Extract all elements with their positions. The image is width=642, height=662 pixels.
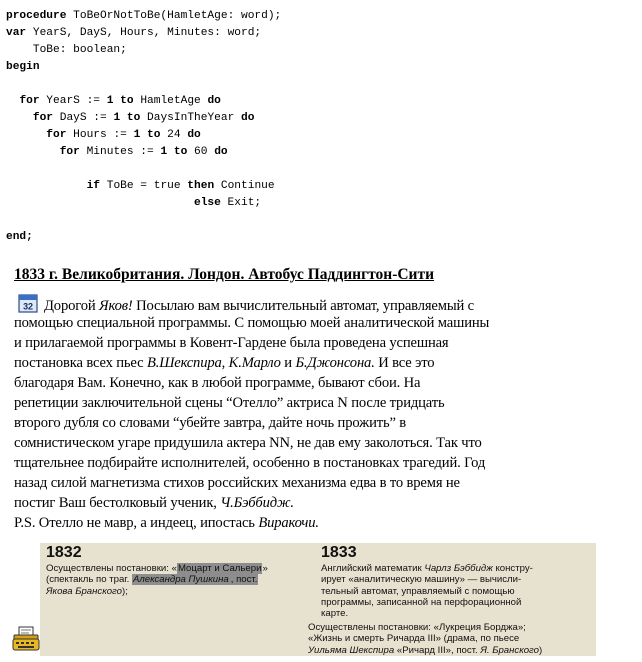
clipping-left-text: Осуществлены постановки: « <box>46 563 177 574</box>
code-text: to <box>120 95 134 107</box>
letter-line <box>14 513 624 533</box>
letter-text: и <box>280 355 296 371</box>
clipping-left-line <box>46 563 268 574</box>
clipping-right-text: Английский математик <box>321 563 425 574</box>
clipping-right2-text: «Ричард III», пост. <box>394 644 481 656</box>
letter-line <box>14 433 624 453</box>
chronicle-clipping <box>40 543 596 656</box>
code-line <box>6 76 626 93</box>
clipping-right-text: констру- <box>492 563 533 574</box>
letter-text: , <box>221 355 229 371</box>
code-text: 24 <box>160 129 188 141</box>
letter-text: помощью специальной программы. С помощью моей аналитической машины <box>14 315 490 331</box>
code-text: to <box>173 146 188 158</box>
code-text: for <box>59 146 80 158</box>
code-text: 1 <box>160 146 168 158</box>
letter-text: Дорогой <box>44 298 100 314</box>
letter-text: Ч.Бэббидж. <box>220 495 294 511</box>
letter-text: тщательнее подбирайте исполнителей, особенно в постановках трагедий. Год <box>14 455 486 471</box>
letter-text: Яков! <box>99 298 133 314</box>
letter-text <box>14 293 624 533</box>
clipping-right2-line <box>308 633 542 644</box>
letter-text: Посылаю вам вычислительный автомат, управляемый с <box>132 298 474 314</box>
clipping-left-text: » <box>262 563 268 574</box>
code-text <box>6 146 60 158</box>
letter-line <box>14 353 624 373</box>
clipping-right-line <box>321 608 533 619</box>
calendar-icon <box>18 293 38 313</box>
clipping-right2-text: «Жизнь и смерть Ричарда III» (драма, по пьесе <box>308 633 520 645</box>
letter-text: P.S. Отелло не мавр, а индеец, ипостась <box>14 515 259 531</box>
letter-line <box>14 473 624 493</box>
code-line <box>6 25 626 42</box>
code-text: 60 <box>187 146 215 158</box>
letter-line <box>14 453 624 473</box>
code-text: if <box>86 180 101 192</box>
clipping-left-text: Александра Пушкина <box>132 574 229 586</box>
clipping-left-text: Якова Бранского <box>46 585 123 597</box>
clipping-right2-text: Я. Бранского <box>480 644 540 656</box>
clipping-right-line <box>321 574 533 585</box>
pascal-code-listing <box>6 8 626 246</box>
code-text: do <box>214 146 228 158</box>
clipping-right-text: карте. <box>321 608 349 620</box>
letter-text: благодаря Вам. Конечно, как в любой программе, бывают сбои. На <box>14 375 421 391</box>
clipping-left-line <box>46 586 268 597</box>
letter-text: постиг Ваш бестолковый ученик, <box>14 495 221 511</box>
letter-text: К.Марло <box>228 355 281 371</box>
clipping-right-text: программы, записанной на перфорационной <box>321 596 522 608</box>
code-line <box>6 127 626 144</box>
letter-line <box>14 313 624 333</box>
code-text <box>6 129 46 141</box>
clipping-right2-text: Осуществлены постановки: «Лукреция Борджа»; <box>308 622 526 633</box>
code-text <box>6 197 194 209</box>
code-line <box>6 8 626 25</box>
clipping-right-text-2 <box>308 622 542 656</box>
code-text: YearS := <box>39 95 107 107</box>
code-text <box>6 180 87 192</box>
letter-text: назад силой магнетизма стихов российских механизма едва в то время не <box>14 475 460 491</box>
clipping-right2-text: Уильяма Шекспира <box>308 644 395 656</box>
letter-line <box>14 333 624 353</box>
code-text <box>6 112 33 124</box>
code-line <box>6 161 626 178</box>
clipping-right2-text: ) <box>539 644 543 656</box>
code-text: Hours := <box>66 129 134 141</box>
clipping-left-text: ); <box>122 585 128 597</box>
code-text: for <box>32 112 54 124</box>
code-line <box>6 195 626 212</box>
clipping-left-text: (спектакль по траг. <box>46 574 132 586</box>
code-text: 1 <box>133 129 141 141</box>
code-text: Minutes := <box>79 146 161 158</box>
clipping-left-text: , пост. <box>230 574 258 586</box>
clipping-right-text <box>321 563 533 619</box>
letter-text: И все это <box>374 355 435 371</box>
clipping-right-line <box>321 586 533 597</box>
code-text: end; <box>6 231 33 243</box>
code-text: to <box>147 129 161 141</box>
letter-line <box>14 293 624 313</box>
code-text: do <box>241 112 255 124</box>
code-text: to <box>126 112 141 124</box>
clipping-right-line <box>321 597 533 608</box>
code-line <box>6 229 626 246</box>
code-text: for <box>46 129 67 141</box>
code-line <box>6 93 626 110</box>
code-text: ToBe = true <box>100 180 188 192</box>
clipping-right-line <box>321 563 533 574</box>
clipping-right2-line <box>308 622 542 633</box>
code-text: DayS := <box>53 112 114 124</box>
clipping-right-text: Чарлз Бэббидж <box>424 563 493 574</box>
code-text: ToBeOrNotToBe(HamletAge: word); <box>66 10 282 22</box>
code-text: HamletAge <box>133 95 208 107</box>
code-text: for <box>19 95 40 107</box>
code-text <box>6 95 19 107</box>
letter-text: репетиции заключительной сцены “Отелло” актриса N после тридцать <box>14 395 445 411</box>
calendar-icon-number: 32 <box>23 301 33 312</box>
letter-text: В.Шекспира <box>146 355 222 371</box>
code-text: YearS, DayS, Hours, Minutes: word; <box>26 27 262 39</box>
letter-text: постановка всех пьес <box>14 355 147 371</box>
code-text: var <box>6 27 27 39</box>
code-text: else <box>193 197 221 209</box>
code-line <box>6 59 626 76</box>
letter-line <box>14 493 624 513</box>
code-text: do <box>187 129 201 141</box>
letter-line <box>14 413 624 433</box>
code-text <box>167 146 174 158</box>
letter-line <box>14 393 624 413</box>
code-line <box>6 110 626 127</box>
code-text: 1 <box>113 112 121 124</box>
clipping-left-text <box>46 563 268 597</box>
letter-text: и прилагаемой программы в Ковент-Гардене была проведена успешная <box>14 335 449 351</box>
letter-text: Б.Джонсона. <box>295 355 375 371</box>
clipping-left-line <box>46 574 268 585</box>
code-text: 1 <box>106 95 114 107</box>
letter-text: сомнистическом угаре придушила актера NN, не дав ему заколоться. Так что <box>14 435 482 451</box>
letter-line <box>14 373 624 393</box>
code-line <box>6 212 626 229</box>
clipping-left-text: Моцарт и Сальери <box>177 563 262 574</box>
code-text: do <box>207 95 221 107</box>
clipping-year-right: 1833 <box>321 544 357 561</box>
code-line <box>6 178 626 195</box>
letter-heading: 1833 г. Великобритания. Лондон. Автобус Паддингтон-Сити <box>14 266 435 283</box>
code-text <box>120 112 127 124</box>
clipping-right-text: ирует «аналитическую машину» — вычисли- <box>321 574 522 586</box>
clipping-year-left: 1832 <box>46 544 82 561</box>
code-text: then <box>187 180 215 192</box>
code-text: Exit; <box>220 197 262 209</box>
code-text: procedure <box>6 10 67 22</box>
letter-text: второго дубля со словами “убейте завтра, дайте ночь прожить” в <box>14 415 407 431</box>
typewriter-icon <box>12 626 40 652</box>
code-text: ToBe: boolean; <box>6 44 127 56</box>
clipping-right2-line <box>308 645 542 656</box>
clipping-right-text: тельный автомат, управляемый с помощью <box>321 585 515 597</box>
code-line <box>6 42 626 59</box>
code-text: DaysInTheYear <box>140 112 242 124</box>
letter-text: Виракочи. <box>258 515 319 531</box>
code-line <box>6 144 626 161</box>
code-text: begin <box>6 61 40 73</box>
code-text: Continue <box>214 180 275 192</box>
